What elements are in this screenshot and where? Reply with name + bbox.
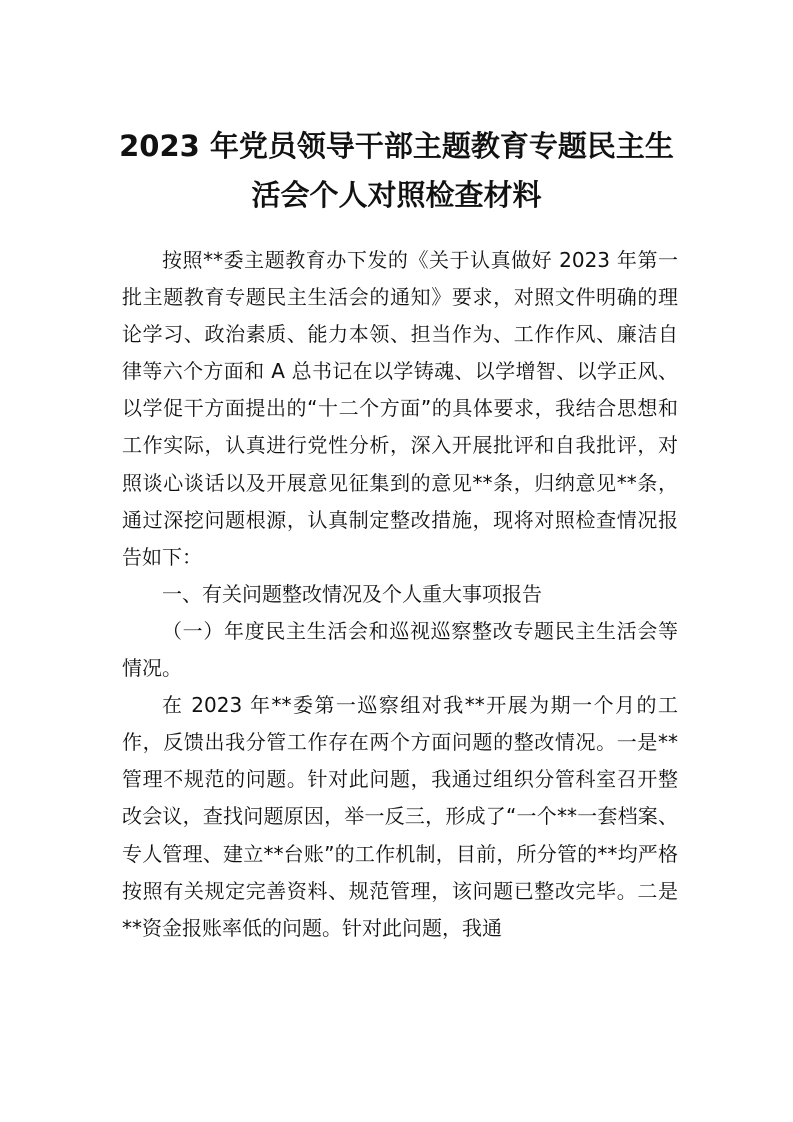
section-heading-1: 一、有关问题整改情况及个人重大事项报告	[162, 581, 542, 606]
document-title	[100, 122, 693, 220]
subsection-heading-1: （一）年度民主生活会和巡视巡察整改专题民主生活会等情况。	[122, 618, 678, 681]
title-line-2: 活会个人对照检查材料	[251, 178, 542, 212]
body-paragraph: 在 2023 年**委第一巡察组对我**开展为期一个月的工作，反馈出我分管工作存在两个方面问题的整改情况。一是**管理不规范的问题。针对此问题，我通过组织分管科室召开整改会议，查找问题原因，举一反三，形成了“一个**一套档案、专人管理、建立**台账”的工作机制，目前，所分管的**均严格按照有关规定完善资料、规范管理，该问题已整改完毕。二是**资金报账率低的问题。针对此问题，我通	[122, 693, 678, 940]
intro-paragraph: 按照**委主题教育办下发的《关于认真做好 2023 年第一批主题教育专题民主生活会的通知》要求，对照文件明确的理论学习、政治素质、能力本领、担当作为、工作作风、廉洁自律等六个方面和 A 总书记在以学铸魂、以学增智、以学正风、以学促干方面提出的“十二个方面”的具体要求，我结合思想和工作实际，认真进行党性分析，深入开展批评和自我批评，对照谈心谈话以及开展意见征集到的意见**条，归纳意见**条，通过深挖问题根源，认真制定整改措施，现将对照检查情况报告如下：	[122, 248, 678, 569]
document-body	[122, 242, 678, 947]
title-line-1: 2023 年党员领导干部主题教育专题民主生	[119, 129, 674, 163]
